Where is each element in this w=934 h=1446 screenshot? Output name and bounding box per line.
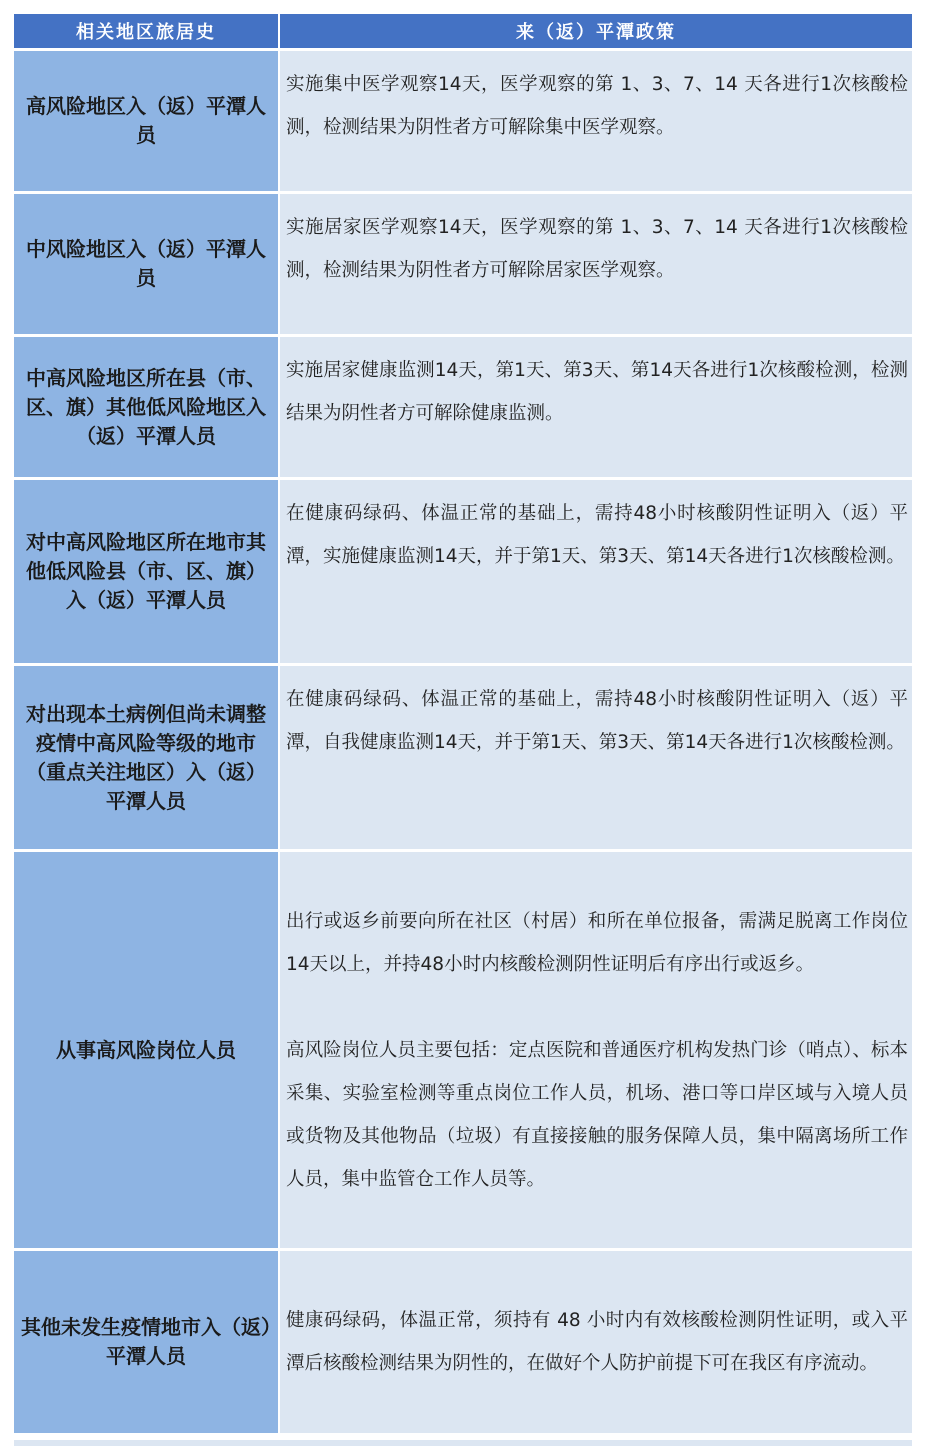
header-policy: 来（返）平潭政策: [280, 14, 912, 48]
policy-table: [14, 14, 912, 1444]
row-1-policy-text: 实施集中医学观察14天，医学观察的第 1、3、7、14 天各进行1次核酸检测，检测结果为阴性者方可解除集中医学观察。: [286, 74, 908, 138]
row-7-policy: [280, 1251, 912, 1433]
row-3-policy: [280, 337, 912, 477]
row-4-region: 对中高风险地区所在地市其他低风险县（市、区、旗） 入（返）平潭人员: [14, 480, 278, 663]
row-4-policy: [280, 480, 912, 663]
row-7-region: 其他未发生疫情地市入（返）平潭人员: [14, 1251, 278, 1433]
row-6-region: 从事高风险岗位人员: [14, 852, 278, 1248]
row-2-policy: [280, 194, 912, 334]
row-4-policy-text: 在健康码绿码、体温正常的基础上，需持48小时核酸阴性证明入（返）平潭，实施健康监测14天，并于第1天、第3天、第14天各进行1次核酸检测。: [286, 503, 908, 567]
row-2-policy-text: 实施居家医学观察14天，医学观察的第 1、3、7、14 天各进行1次核酸检测，检测结果为阴性者方可解除居家医学观察。: [286, 217, 908, 281]
row-1-region: 高风险地区入（返）平潭人员: [14, 51, 278, 191]
row-6-policy-text-2: 高风险岗位人员主要包括：定点医院和普通医疗机构发热门诊（哨点）、标本采集、实验室检测等重点岗位工作人员，机场、港口等口岸区域与入境人员或货物及其他物品（垃圾）有直接接触的服务保障人员，集中隔离场所工作人员，集中监管仓工作人员等。: [286, 1039, 908, 1190]
row-3-region: 中高风险地区所在县（市、区、旗）其他低风险地区入 （返）平潭人员: [14, 337, 278, 477]
row-5-region: 对出现本土病例但尚未调整疫情中高风险等级的地市（重点关注地区）入（返）平潭人员: [14, 666, 278, 849]
row-6-policy-text-1: 出行或返乡前要向所在社区（村居）和所在单位报备，需满足脱离工作岗位14天以上，并持48小时内核酸检测阴性证明后有序出行或返乡。: [286, 910, 908, 975]
paragraph-gap: [286, 986, 908, 1029]
row-1-policy: [280, 51, 912, 191]
table-bottom-strip: [14, 1440, 912, 1446]
row-6-policy: [280, 852, 912, 1248]
row-3-policy-text: 实施居家健康监测14天，第1天、第3天、第14天各进行1次核酸检测，检测结果为阴性者方可解除健康监测。: [286, 360, 908, 424]
header-region-history: 相关地区旅居史: [14, 14, 278, 48]
row-2-region: 中风险地区入（返）平潭人员: [14, 194, 278, 334]
row-7-policy-text: 健康码绿码，体温正常，须持有 48 小时内有效核酸检测阴性证明，或入平潭后核酸检测结果为阴性的，在做好个人防护前提下可在我区有序流动。: [286, 1310, 908, 1374]
row-5-policy: [280, 666, 912, 849]
row-5-policy-text: 在健康码绿码、体温正常的基础上，需持48小时核酸阴性证明入（返）平潭，自我健康监测14天，并于第1天、第3天、第14天各进行1次核酸检测。: [286, 689, 908, 753]
